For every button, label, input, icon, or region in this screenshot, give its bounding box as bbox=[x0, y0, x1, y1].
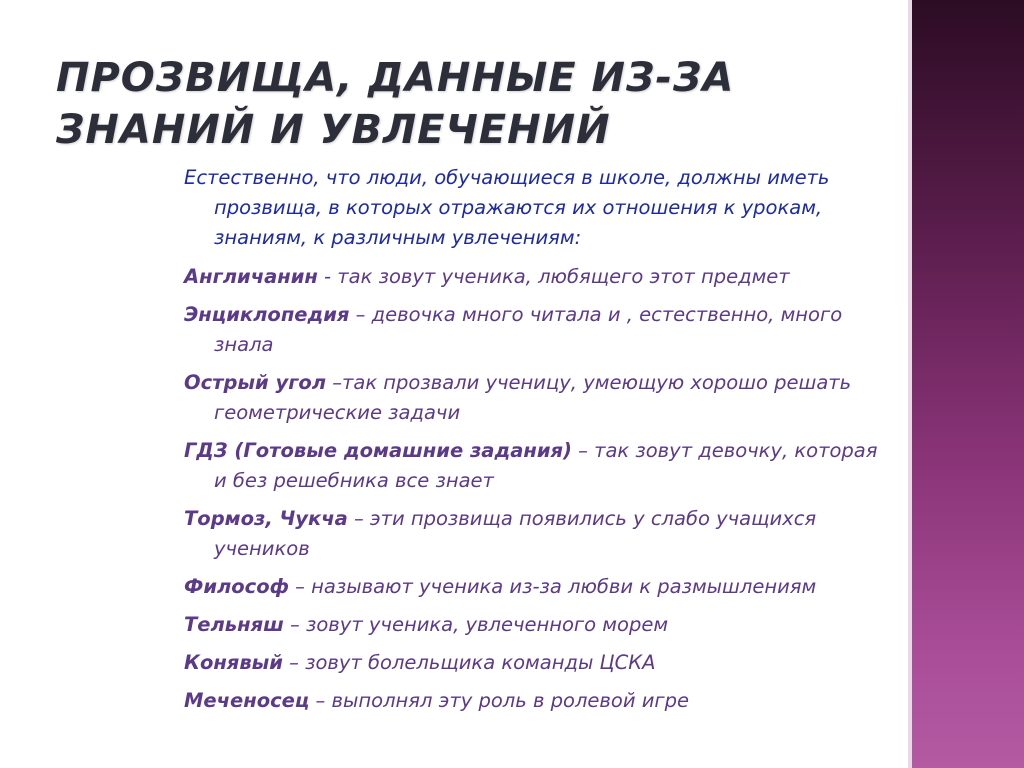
item-description: – выполнял эту роль в ролевой игре bbox=[309, 689, 689, 712]
item-term: Меченосец bbox=[184, 689, 310, 712]
item-term: Острый угол bbox=[184, 371, 327, 394]
list-item-gdz bbox=[184, 436, 896, 496]
list-item-telnyash bbox=[184, 610, 896, 640]
item-description: –так прозвали ученицу, умеющую хорошо решать геометрические задачи bbox=[214, 371, 852, 424]
list-item-ostryi-ugol bbox=[184, 368, 896, 428]
item-term: Тельняш bbox=[184, 613, 284, 636]
item-description: – называют ученика из-за любви к размышлениям bbox=[288, 575, 817, 598]
list-item-filosof bbox=[184, 572, 896, 602]
item-description: – девочка много читала и , естественно, много знала bbox=[214, 303, 843, 356]
item-term: Тормоз, Чукча bbox=[184, 507, 348, 530]
item-description: – зовут ученика, увлеченного морем bbox=[283, 613, 669, 636]
item-description: – эти прозвища появились у слабо учащихся учеников bbox=[214, 507, 817, 560]
list-item-konyavyi bbox=[184, 648, 896, 678]
list-item-mechenosec bbox=[184, 686, 896, 716]
decorative-side-bar bbox=[912, 0, 1024, 768]
item-term: Конявый bbox=[184, 651, 283, 674]
item-description: – зовут болельщика команды ЦСКА bbox=[282, 651, 656, 674]
item-term: Философ bbox=[184, 575, 289, 598]
item-term: ГДЗ (Готовые домашние задания) bbox=[184, 439, 572, 462]
intro-paragraph: Естественно, что люди, обучающиеся в школе, должны иметь прозвища, в которых отражаются их отношения к урокам, знаниям, к различным увлечениям: bbox=[184, 166, 830, 249]
slide-title: ПРОЗВИЩА, ДАННЫЕ ИЗ-ЗА ЗНАНИЙ И УВЛЕЧЕНИЙ bbox=[56, 55, 735, 153]
item-term: Англичанин bbox=[184, 265, 318, 288]
content-list bbox=[184, 163, 896, 724]
item-description: - так зовут ученика, любящего этот предмет bbox=[317, 265, 790, 288]
list-item-tormoz-chukcha bbox=[184, 504, 896, 564]
item-term: Энциклопедия bbox=[184, 303, 350, 326]
item-description: – так зовут девочку, которая и без решебника все знает bbox=[214, 439, 878, 492]
list-item-enciklopediya bbox=[184, 300, 896, 360]
list-item-anglichanin bbox=[184, 262, 896, 292]
